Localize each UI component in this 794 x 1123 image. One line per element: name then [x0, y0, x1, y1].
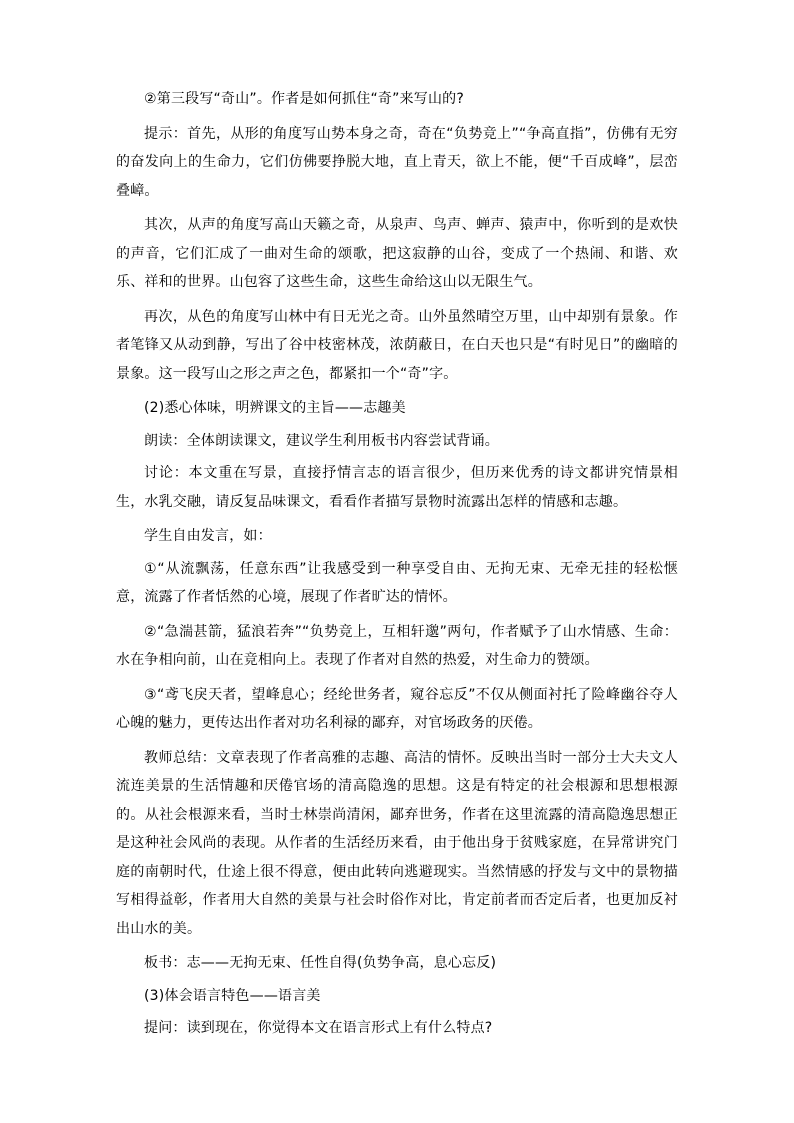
section-heading: (2)悉心体味，明辨课文的主旨——志趣美 [144, 400, 406, 416]
body-paragraph: 朗读：全体朗读课文，建议学生利用板书内容尝试背诵。 [144, 432, 499, 449]
body-paragraph: 再次，从色的角度写山林中有日无光之奇。山外虽然晴空万里，山中却别有景象。作者笔锋又从动到静，写出了谷中枝密林茂，浓荫蔽日，在白天也只是“有时见日”的幽暗的景象。这一段写山之形之声之色，都紧扣一个“奇”字。 [116, 308, 678, 382]
discussion-paragraph: 讨论：本文重在写景，直接抒情言志的语言很少，但历来优秀的诗文都讲究情景相生，水乳交融，请反复品味课文，看看作者描写景物时流露出怎样的情感和志趣。 [116, 465, 678, 510]
list-item: ①“从流飘荡，任意东西”让我感受到一种享受自由、无拘无束、无牵无挂的轻松惬意，流露了作者恬然的心境，展现了作者旷达的情怀。 [116, 560, 678, 605]
body-paragraph: 学生自由发言，如： [144, 528, 272, 544]
summary-paragraph: 教师总结：文章表现了作者高雅的志趣、高洁的情怀。反映出当时一部分士大夫文人流连美景的生活情趣和厌倦官场的清高隐逸的思想。这是有特定的社会根源和思想根源的。从社会根源来看，当时士林崇尚清闲，鄙弃世务，作者在这里流露的清高隐逸思想正是这种社会风尚的表现。从作者的生活经历来看，由于他出身于贫贱家庭，在异常讲究门庭的南朝时代，仕途上很不得意，便由此转向逃避现实。当然情感的抒发与文中的景物描写相得益彰，作者用大自然的美景与社会时俗作对比，肯定前者而否定后者，也更加反衬出山水的美。 [116, 749, 678, 937]
section-heading: (3)体会语言特色——语言美 [144, 987, 321, 1004]
board-notes: 板书：志——无拘无束、任性自得(负势争高，息心忘反) [144, 955, 497, 971]
list-item: ③“鸢飞戾天者，望峰息心；经纶世务者，窥谷忘反”不仅从侧面衬托了险峰幽谷夺人心魄的魅力，更传达出作者对功名利禄的鄙弃，对官场政务的厌倦。 [116, 686, 678, 731]
question-paragraph: ②第三段写“奇山”。作者是如何抓住“奇”来写山的? [144, 91, 464, 107]
question-paragraph: 提问：读到现在，你觉得本文在语言形式上有什么特点? [144, 1020, 493, 1036]
hint-paragraph: 提示：首先，从形的角度写山势本身之奇，奇在“负势竞上”“争高直指”，仿佛有无穷的奋发向上的生命力，它们仿佛要挣脱大地，直上青天，欲上不能，便“千百成峰”，层峦叠嶂。 [116, 125, 678, 199]
list-item: ②“急湍甚箭，猛浪若奔”“负势竞上，互相轩邈”两句，作者赋予了山水情感、生命：水在争相向前，山在竞相向上。表现了作者对自然的热爱，对生命力的赞颂。 [116, 623, 678, 668]
body-paragraph: 其次，从声的角度写高山天籁之奇，从泉声、鸟声、蝉声、猿声中，你听到的是欢快的声音，它们汇成了一曲对生命的颂歌，把这寂静的山谷，变成了一个热闹、和谐、欢乐、祥和的世界。山包容了这些生命，这些生命给这山以无限生气。 [116, 217, 678, 290]
document-page [116, 85, 678, 1047]
